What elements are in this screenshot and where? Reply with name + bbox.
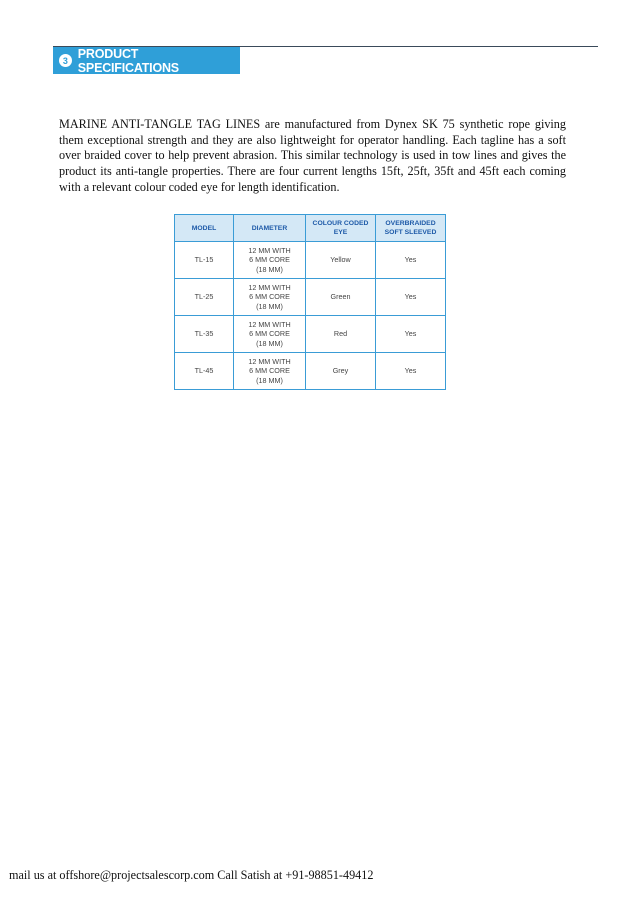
diameter-line: 12 MM WITH bbox=[248, 319, 291, 329]
sleeved-cell: Yes bbox=[376, 353, 446, 390]
diameter-cell bbox=[234, 316, 306, 353]
diameter-line: 12 MM WITH bbox=[248, 282, 291, 292]
table-header-row bbox=[175, 215, 446, 242]
intro-paragraph: MARINE ANTI-TANGLE TAG LINES are manufactured from Dynex SK 75 synthetic rope giving them exceptional strength and they are also lightweight for operator handling. Each tagline has a soft over braided cover to help prevent abrasion. This similar technology is used in tow lines and gives the product its anti-tangle properties. There are four current lengths 15ft, 25ft, 35ft and 45ft each coming with a relevant colour coded eye for length identification. bbox=[59, 117, 566, 194]
header-colour-coded-eye: COLOUR CODED EYE bbox=[306, 215, 376, 242]
diameter-line: (18 MM) bbox=[256, 375, 283, 385]
diameter-line: 12 MM WITH bbox=[248, 245, 291, 255]
model-cell: TL-45 bbox=[175, 353, 234, 390]
table-row bbox=[175, 353, 446, 390]
diameter-cell bbox=[234, 279, 306, 316]
table-row bbox=[175, 279, 446, 316]
colour-eye-cell: Green bbox=[306, 279, 376, 316]
diameter-line: 6 MM CORE bbox=[249, 292, 290, 302]
sleeved-cell: Yes bbox=[376, 242, 446, 279]
diameter-cell bbox=[234, 353, 306, 390]
colour-eye-cell: Yellow bbox=[306, 242, 376, 279]
table-row bbox=[175, 316, 446, 353]
model-cell: TL-25 bbox=[175, 279, 234, 316]
section-header bbox=[53, 47, 240, 74]
diameter-line: (18 MM) bbox=[256, 338, 283, 348]
sleeved-cell: Yes bbox=[376, 279, 446, 316]
specifications-table bbox=[174, 214, 446, 390]
table-row bbox=[175, 242, 446, 279]
diameter-line: 6 MM CORE bbox=[249, 255, 290, 265]
header-diameter: DIAMETER bbox=[234, 215, 306, 242]
model-cell: TL-35 bbox=[175, 316, 234, 353]
diameter-line: (18 MM) bbox=[256, 301, 283, 311]
footer-contact: mail us at offshore@projectsalescorp.com Call Satish at +91-98851-49412 bbox=[9, 868, 374, 882]
sleeved-cell: Yes bbox=[376, 316, 446, 353]
colour-eye-cell: Grey bbox=[306, 353, 376, 390]
header-overbraided-soft-sleeved: OVERBRAIDED SOFT SLEEVED bbox=[376, 215, 446, 242]
diameter-cell bbox=[234, 242, 306, 279]
diameter-line: 6 MM CORE bbox=[249, 329, 290, 339]
diameter-line: 12 MM WITH bbox=[248, 356, 291, 366]
model-cell: TL-15 bbox=[175, 242, 234, 279]
header-model: MODEL bbox=[175, 215, 234, 242]
diameter-line: 6 MM CORE bbox=[249, 366, 290, 376]
section-title: PRODUCT SPECIFICATIONS bbox=[77, 46, 179, 75]
diameter-line: (18 MM) bbox=[256, 264, 283, 274]
section-number-badge: 3 bbox=[59, 54, 72, 67]
colour-eye-cell: Red bbox=[306, 316, 376, 353]
